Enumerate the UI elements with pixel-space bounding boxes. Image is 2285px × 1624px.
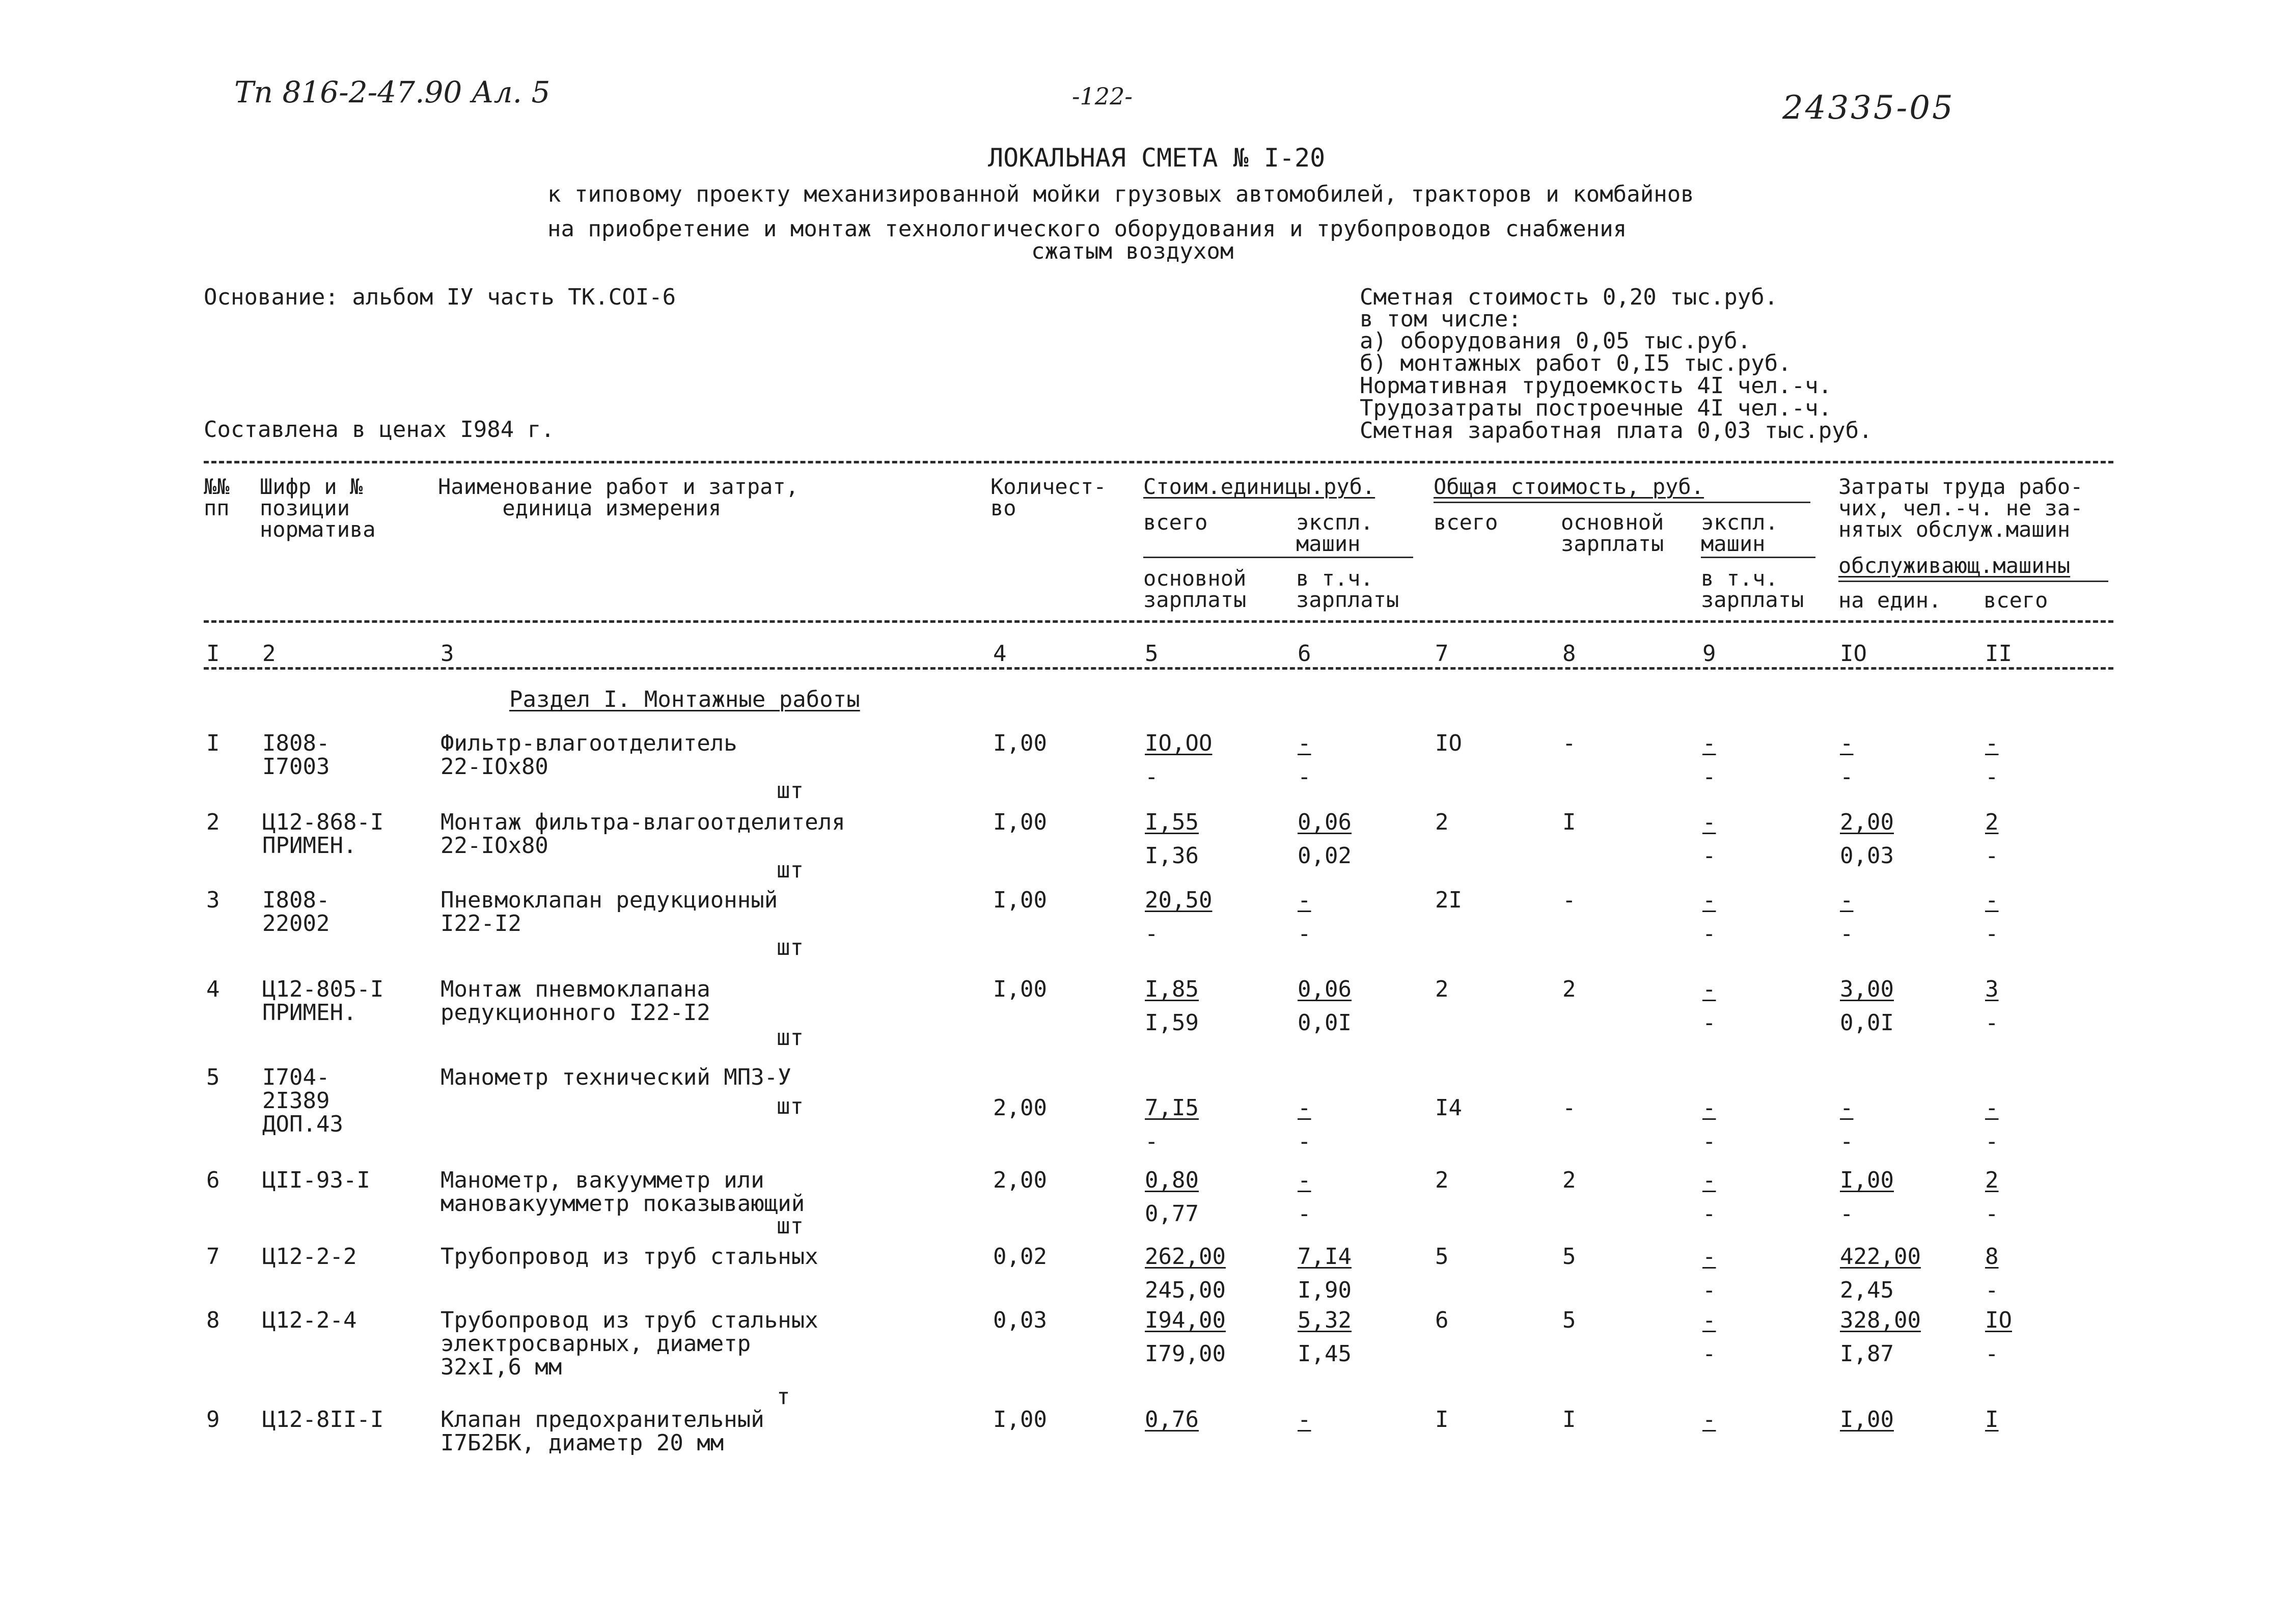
labor-total-machine: - <box>1985 1201 1999 1227</box>
unit-cost-total: I,55 <box>1145 809 1199 835</box>
col-number: II <box>1985 641 2012 667</box>
labor-per-unit: - <box>1840 887 1854 913</box>
labor-total-machine: - <box>1985 843 1999 869</box>
total-base-wages: 2 <box>1562 1167 1576 1193</box>
total-machines: - <box>1702 1244 1716 1270</box>
table-top-rule <box>204 461 2113 463</box>
norm-code: Ц12-805-I ПРИМЕН. <box>262 976 384 1026</box>
unit-cost-machine-wages: 0,0I <box>1298 1010 1352 1036</box>
total-machine-wages: - <box>1702 764 1716 790</box>
cost-line: Трудозатраты построечные 4I чел.-ч. <box>1360 395 1832 421</box>
total-machine-wages: - <box>1702 1277 1716 1303</box>
header-col-quantity: Количест- во <box>990 474 1107 520</box>
unit-cost-machines: - <box>1298 1407 1311 1433</box>
unit-of-measure: шт <box>777 934 804 960</box>
unit-cost-mid-rule <box>1143 557 1413 558</box>
total-cost: I4 <box>1435 1095 1462 1121</box>
row-number: 3 <box>206 887 220 913</box>
unit-cost-total: 0,80 <box>1145 1167 1199 1193</box>
quantity: I,00 <box>993 809 1047 835</box>
total-cost: 2I <box>1435 887 1462 913</box>
row-number: I <box>206 730 220 756</box>
header-bottom-rule <box>204 620 2113 623</box>
labor-total: IO <box>1985 1307 2012 1333</box>
unit-cost-wages: I,36 <box>1145 843 1199 869</box>
labor-total: - <box>1985 887 1999 913</box>
unit-of-measure: т <box>777 1384 790 1410</box>
cost-line: Сметная стоимость 0,20 тыс.руб. <box>1360 284 1778 310</box>
unit-cost-machine-wages: I,45 <box>1298 1341 1352 1367</box>
row-number: 7 <box>206 1244 220 1270</box>
work-name: Манометр, вакуумметр или мановакуумметр показывающий <box>441 1167 805 1217</box>
total-base-wages: - <box>1562 887 1576 913</box>
total-machines: - <box>1702 1095 1716 1121</box>
labor-per-unit: 3,00 <box>1840 976 1894 1002</box>
subtitle-line-1: к типовому проекту механизированной мойки грузовых автомобилей, тракторов и комбайнов <box>547 181 1694 207</box>
total-cost: 5 <box>1435 1244 1449 1270</box>
norm-code: Ц12-868-I ПРИМЕН. <box>262 809 384 859</box>
total-machine-wages: - <box>1702 1201 1716 1227</box>
labor-per-unit: 328,00 <box>1840 1307 1921 1333</box>
price-level-text: Составлена в ценах I984 г. <box>204 417 555 443</box>
unit-cost-wages: I,59 <box>1145 1010 1199 1036</box>
header-ekspl-9: экспл. машин <box>1701 510 1778 556</box>
quantity: 2,00 <box>993 1095 1047 1121</box>
labor-machine-service: - <box>1840 764 1854 790</box>
col-number: 5 <box>1145 641 1159 667</box>
row-number: 5 <box>206 1064 220 1090</box>
total-base-wages: - <box>1562 1095 1576 1121</box>
labor-per-unit: I,00 <box>1840 1167 1894 1193</box>
row-number: 6 <box>206 1167 220 1193</box>
labor-machine-service: 0,03 <box>1840 843 1894 869</box>
unit-cost-wages: - <box>1145 1128 1159 1154</box>
unit-cost-machines: - <box>1298 1167 1311 1193</box>
quantity: I,00 <box>993 1407 1047 1433</box>
total-machine-wages: - <box>1702 1010 1716 1036</box>
header-osn-5: основной зарплаты <box>1143 566 1247 612</box>
unit-cost-machine-wages: - <box>1298 764 1311 790</box>
total-cost: 2 <box>1435 1167 1449 1193</box>
unit-cost-machines: 0,06 <box>1298 809 1352 835</box>
labor-total: 3 <box>1985 976 1999 1002</box>
cost-line: а) оборудования 0,05 тыс.руб. <box>1360 328 1751 354</box>
header-ekspl-6: экспл. машин <box>1296 510 1373 556</box>
labor-per-unit: - <box>1840 730 1854 756</box>
row-number: 2 <box>206 809 220 835</box>
header-total-cost: Общая стоимость, руб. <box>1434 474 1704 499</box>
subtitle-line-3: сжатым воздухом <box>1031 238 1234 264</box>
norm-code: I808- I7003 <box>262 730 330 780</box>
unit-of-measure: шт <box>777 778 804 804</box>
labor-per-unit: 422,00 <box>1840 1244 1921 1270</box>
unit-cost-wages: - <box>1145 764 1159 790</box>
header-vsego-7: всего <box>1434 510 1498 535</box>
work-name: Монтаж пневмоклапана редукционного I22-I2 <box>441 976 710 1026</box>
unit-cost-machine-wages: - <box>1298 1128 1311 1154</box>
cost-line: в том числе: <box>1360 306 1522 332</box>
ekspl-9-underline <box>1701 557 1815 558</box>
col-number: IO <box>1840 641 1867 667</box>
cost-line: Нормативная трудоемкость 4I чел.-ч. <box>1360 373 1832 399</box>
total-machines: - <box>1702 1307 1716 1333</box>
document-title: ЛОКАЛЬНАЯ СМЕТА № I-20 <box>988 143 1326 173</box>
total-machines: - <box>1702 887 1716 913</box>
labor-machine-service: I,87 <box>1840 1341 1894 1367</box>
unit-cost-total: 20,50 <box>1145 887 1213 913</box>
obsl-underline <box>1838 581 2108 582</box>
work-name: Трубопровод из труб стальных <box>441 1244 818 1270</box>
col-number: 9 <box>1702 641 1716 667</box>
unit-cost-total: I94,00 <box>1145 1307 1226 1333</box>
row-number: 9 <box>206 1407 220 1433</box>
labor-machine-service: 2,45 <box>1840 1277 1894 1303</box>
quantity: I,00 <box>993 730 1047 756</box>
unit-cost-total: 7,I5 <box>1145 1095 1199 1121</box>
labor-total: 8 <box>1985 1244 1999 1270</box>
labor-total: 2 <box>1985 1167 1999 1193</box>
labor-total-machine: - <box>1985 1341 1999 1367</box>
work-name: Трубопровод из труб стальных электросварных, диаметр 32xI,6 мм <box>441 1307 818 1381</box>
labor-total-machine: - <box>1985 1277 1999 1303</box>
unit-of-measure: шт <box>777 1093 804 1119</box>
header-obsl: обслуживающ.машины <box>1838 553 2071 578</box>
header-col-code: Шифр и № позиции норматива <box>260 474 376 542</box>
total-machines: - <box>1702 976 1716 1002</box>
header-na-edin: на един. <box>1838 588 1942 613</box>
labor-total-machine: - <box>1985 1128 1999 1154</box>
unit-cost-machine-wages: 0,02 <box>1298 843 1352 869</box>
cost-line: Сметная заработная плата 0,03 тыс.руб. <box>1360 418 1873 444</box>
unit-cost-machine-wages: I,90 <box>1298 1277 1352 1303</box>
unit-cost-total: IO,OO <box>1145 730 1213 756</box>
norm-code: I808- 22002 <box>262 887 330 937</box>
unit-cost-total: I,85 <box>1145 976 1199 1002</box>
header-col-number: №№ пп <box>204 474 230 520</box>
section-title: Раздел I. Монтажные работы <box>509 686 860 712</box>
row-number: 4 <box>206 976 220 1002</box>
labor-per-unit: - <box>1840 1095 1854 1121</box>
work-name: Пневмоклапан редукционный I22-I2 <box>441 887 778 937</box>
unit-cost-machines: 0,06 <box>1298 976 1352 1002</box>
total-base-wages: I <box>1562 1407 1576 1433</box>
total-base-wages: I <box>1562 809 1576 835</box>
unit-cost-machines: - <box>1298 887 1311 913</box>
unit-cost-total: 0,76 <box>1145 1407 1199 1433</box>
col-number: 4 <box>993 641 1007 667</box>
header-unit-cost: Стоим.единицы.руб. <box>1143 474 1375 499</box>
cost-line: б) монтажных работ 0,I5 тыс.руб. <box>1360 350 1792 376</box>
col-number: 2 <box>262 641 276 667</box>
total-machine-wages: - <box>1702 1341 1716 1367</box>
unit-of-measure: шт <box>777 1025 804 1051</box>
quantity: I,00 <box>993 887 1047 913</box>
unit-cost-machines: - <box>1298 1095 1311 1121</box>
labor-per-unit: 2,00 <box>1840 809 1894 835</box>
unit-cost-wages: I79,00 <box>1145 1341 1226 1367</box>
total-cost: 2 <box>1435 976 1449 1002</box>
labor-machine-service: - <box>1840 1201 1854 1227</box>
work-name: Клапан предохранительный I7Б2БК, диаметр 20 мм <box>441 1407 764 1456</box>
subtitle-line-2: на приобретение и монтаж технологического оборудования и трубопроводов снабжения <box>547 216 1627 242</box>
labor-total: I <box>1985 1407 1999 1433</box>
col-number-rule <box>204 667 2113 670</box>
unit-cost-machines: - <box>1298 730 1311 756</box>
quantity: 0,03 <box>993 1307 1047 1333</box>
labor-machine-service: 0,0I <box>1840 1010 1894 1036</box>
labor-total: - <box>1985 1095 1999 1121</box>
doc-number: 24335-05 <box>1782 89 1955 127</box>
norm-code: I704- 2I389 ДОП.43 <box>262 1064 343 1138</box>
norm-code: Ц12-8II-I <box>262 1407 384 1433</box>
total-cost: 2 <box>1435 809 1449 835</box>
col-number: 3 <box>441 641 454 667</box>
total-machine-wages: - <box>1702 1128 1716 1154</box>
col-number: I <box>206 641 220 667</box>
norm-code: ЦII-93-I <box>262 1167 370 1193</box>
header-vtch-9: в т.ч. зарплаты <box>1701 566 1804 612</box>
unit-cost-wages: 0,77 <box>1145 1201 1199 1227</box>
norm-code: Ц12-2-2 <box>262 1244 357 1270</box>
total-base-wages: 5 <box>1562 1244 1576 1270</box>
work-name: Манометр технический МПЗ-У <box>441 1064 791 1090</box>
total-cost-underline <box>1434 502 1810 503</box>
unit-cost-wages: - <box>1145 921 1159 947</box>
total-base-wages: - <box>1562 730 1576 756</box>
total-machines: - <box>1702 809 1716 835</box>
labor-total-machine: - <box>1985 921 1999 947</box>
header-vsego-11: всего <box>1984 588 2048 613</box>
header-col-name: Наименование работ и затрат, единица измерения <box>438 474 799 520</box>
unit-of-measure: шт <box>777 857 804 883</box>
total-machines: - <box>1702 1407 1716 1433</box>
unit-cost-machines: 7,I4 <box>1298 1244 1352 1270</box>
col-number: 7 <box>1435 641 1449 667</box>
total-cost: 6 <box>1435 1307 1449 1333</box>
labor-total-machine: - <box>1985 1010 1999 1036</box>
unit-cost-machine-wages: - <box>1298 1201 1311 1227</box>
header-labor: Затраты труда рабо- чих, чел.-ч. не за- нятых обслуж.машин <box>1838 474 2083 542</box>
header-vtch-6: в т.ч. зарплаты <box>1296 566 1399 612</box>
work-name: Фильтр-влагоотделитель 22-IOx80 <box>441 730 737 780</box>
header-osn-8: основной зарплаты <box>1561 510 1664 556</box>
unit-of-measure: шт <box>777 1213 804 1239</box>
labor-total-machine: - <box>1985 764 1999 790</box>
total-machine-wages: - <box>1702 843 1716 869</box>
total-cost: I <box>1435 1407 1449 1433</box>
total-cost: IO <box>1435 730 1462 756</box>
project-code: Тп 816-2-47.90 Ал. 5 <box>234 75 550 109</box>
total-base-wages: 2 <box>1562 976 1576 1002</box>
total-machine-wages: - <box>1702 921 1716 947</box>
total-base-wages: 5 <box>1562 1307 1576 1333</box>
unit-cost-wages: 245,00 <box>1145 1277 1226 1303</box>
labor-total: 2 <box>1985 809 1999 835</box>
header-vsego-5: всего <box>1143 510 1208 535</box>
page-number: -122- <box>1072 82 1133 110</box>
quantity: 2,00 <box>993 1167 1047 1193</box>
unit-cost-total: 262,00 <box>1145 1244 1226 1270</box>
labor-machine-service: - <box>1840 921 1854 947</box>
quantity: I,00 <box>993 976 1047 1002</box>
work-name: Монтаж фильтра-влагоотделителя 22-IOx80 <box>441 809 845 859</box>
col-number: 6 <box>1298 641 1311 667</box>
basis-text: Основание: альбом IУ часть ТК.COI-6 <box>204 284 676 310</box>
total-machines: - <box>1702 1167 1716 1193</box>
labor-machine-service: - <box>1840 1128 1854 1154</box>
norm-code: Ц12-2-4 <box>262 1307 357 1333</box>
labor-per-unit: I,00 <box>1840 1407 1894 1433</box>
unit-cost-machines: 5,32 <box>1298 1307 1352 1333</box>
row-number: 8 <box>206 1307 220 1333</box>
unit-cost-machine-wages: - <box>1298 921 1311 947</box>
total-machines: - <box>1702 730 1716 756</box>
col-number: 8 <box>1562 641 1576 667</box>
labor-total: - <box>1985 730 1999 756</box>
quantity: 0,02 <box>993 1244 1047 1270</box>
